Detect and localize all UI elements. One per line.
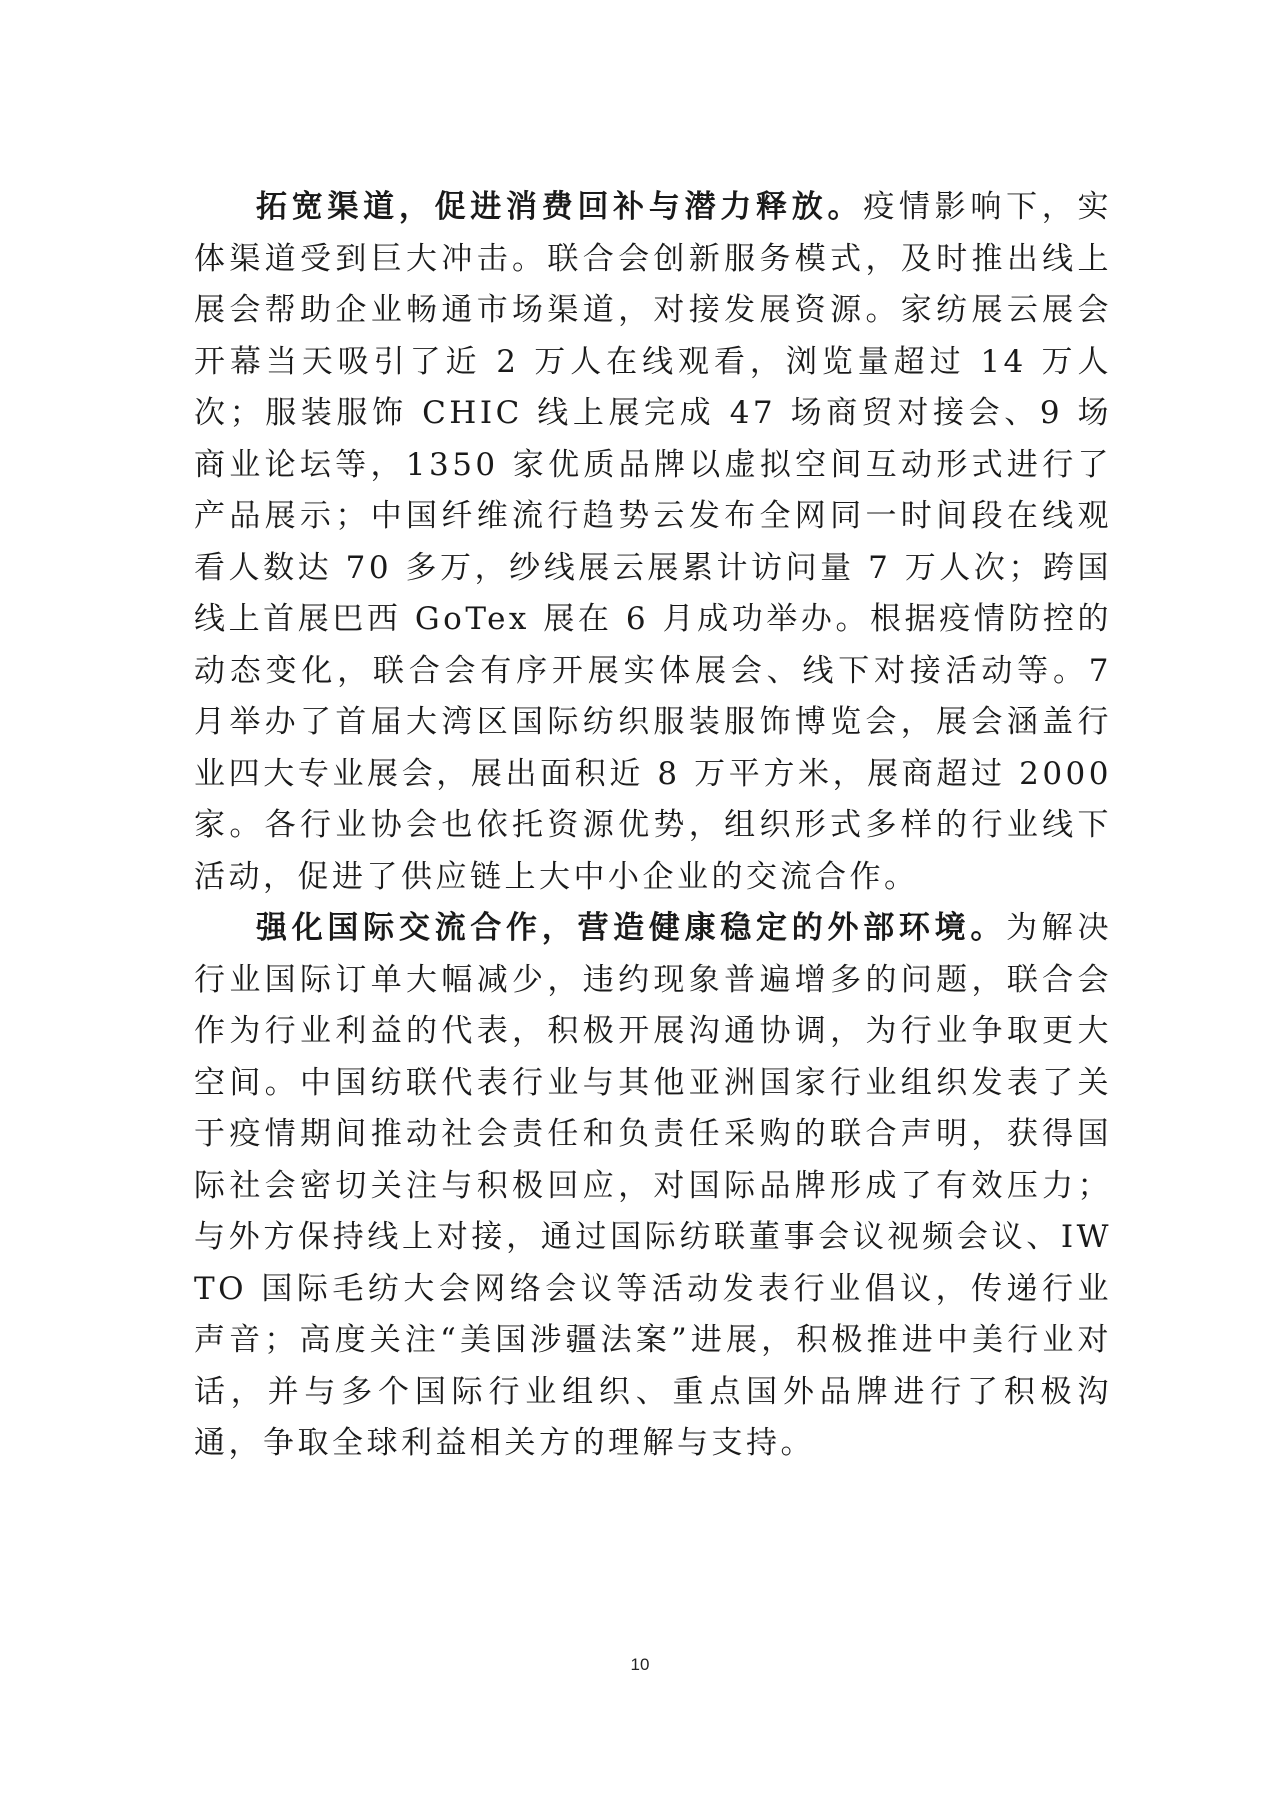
paragraph-channels (194, 182, 1112, 903)
document-body (194, 182, 1112, 1470)
paragraph-text: 为解决行业国际订单大幅减少，违约现象普遍增多的问题，联合会作为行业利益的代表，积极开展沟通协调，为行业争取更大空间。中国纺联代表行业与其他亚洲国家行业组织发表了关于疫情期间推动社会责任和负责任采购的联合声明，获得国际社会密切关注与积极回应，对国际品牌形成了有效压力；与外方保持线上对接，通过国际纺联董事会议视频会议、IWTO 国际毛纺大会网络会议等活动发表行业倡议，传递行业声音；高度关注“美国涉疆法案”进展，积极推进中美行业对话，并与多个国际行业组织、重点国外品牌进行了积极沟通，争取全球利益相关方的理解与支持。 (194, 910, 1113, 1461)
paragraph-lead-heading: 强化国际交流合作，营造健康稳定的外部环境。 (256, 910, 1007, 946)
paragraph-text: 疫情影响下，实体渠道受到巨大冲击。联合会创新服务模式，及时推出线上展会帮助企业畅通市场渠道，对接发展资源。家纺展云展会开幕当天吸引了近 2 万人在线观看，浏览量超过 14 万人次；服装服饰 CHIC 线上展完成 47 场商贸对接会、9 场商业论坛等，1350 家优质品牌以虚拟空间互动形式进行了产品展示；中国纤维流行趋势云发布全网同一时间段在线观看人数达 70 多万，纱线展云展累计访问量 7 万人次；跨国线上首展巴西 GoTex 展在 6 月成功举办。根据疫情防控的动态变化，联合会有序开展实体展会、线下对接活动等。7 月举办了首届大湾区国际纺织服装服饰博览会，展会涵盖行业四大专业展会，展出面积近 8 万平方米，展商超过 2000 家。各行业协会也依托资源优势，组织形式多样的行业线下活动，促进了供应链上大中小企业的交流合作。 (194, 189, 1113, 895)
page-number: 10 (630, 1655, 650, 1674)
paragraph-lead-heading: 拓宽渠道，促进消费回补与潜力释放。 (256, 189, 864, 225)
paragraph-international (194, 903, 1112, 1470)
